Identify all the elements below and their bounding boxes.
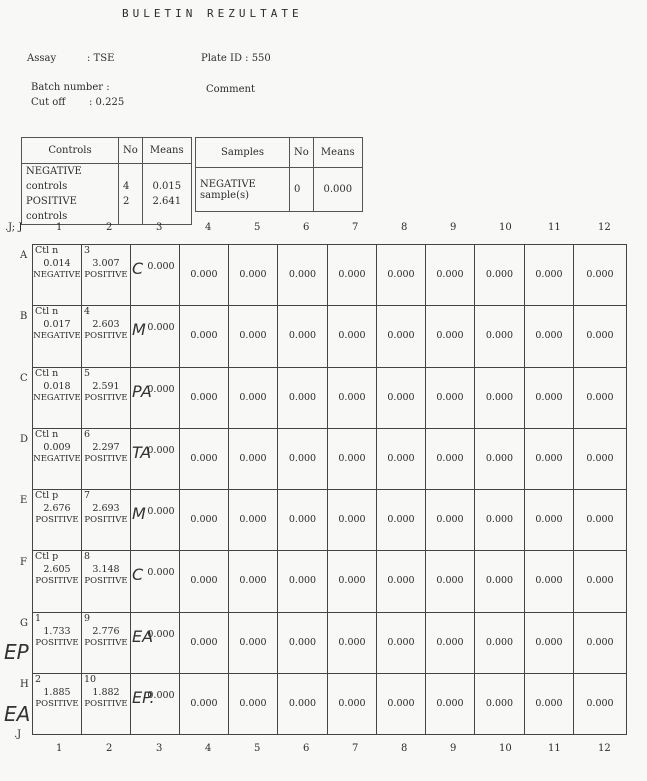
well-value: 0.000 bbox=[239, 575, 267, 587]
well-cell bbox=[33, 245, 82, 306]
well-cell bbox=[574, 673, 627, 734]
well-cell bbox=[180, 551, 229, 612]
well-cell bbox=[278, 428, 328, 489]
well-label: 1 bbox=[35, 612, 42, 624]
well-value: 0.009 bbox=[43, 441, 71, 453]
well-status: POSITIVE bbox=[84, 331, 128, 342]
margin-note-ep: EP bbox=[4, 640, 29, 664]
row-label: G bbox=[20, 618, 28, 629]
well-cell bbox=[229, 306, 278, 367]
well-value: 0.000 bbox=[485, 697, 514, 709]
well-value: 0.000 bbox=[485, 575, 514, 587]
column-number: 12 bbox=[598, 222, 611, 233]
well-cell bbox=[525, 306, 574, 367]
well-status: POSITIVE bbox=[84, 637, 128, 648]
well-cell bbox=[33, 428, 82, 489]
well-cell bbox=[278, 306, 328, 367]
well-cell bbox=[525, 551, 574, 612]
handwritten-note: EP. bbox=[132, 687, 155, 707]
well-cell bbox=[377, 612, 426, 673]
well-value: 0.000 bbox=[147, 689, 175, 701]
well-cell bbox=[82, 551, 131, 612]
well-cell bbox=[377, 551, 426, 612]
controls-names bbox=[22, 164, 119, 225]
batch-label: Batch number : bbox=[31, 82, 110, 93]
well-value: 0.000 bbox=[535, 391, 563, 403]
well-value: 0.000 bbox=[436, 452, 464, 464]
well-cell bbox=[229, 490, 278, 551]
well-value: 0.018 bbox=[43, 380, 71, 392]
well-cell bbox=[82, 306, 131, 367]
well-label: 2 bbox=[35, 673, 42, 685]
well-value: 0.000 bbox=[586, 697, 614, 709]
well-label: 10 bbox=[84, 673, 97, 685]
column-number: 3 bbox=[156, 222, 163, 233]
well-status: POSITIVE bbox=[84, 698, 128, 709]
controls-row-name: POSITIVE controls bbox=[26, 196, 77, 222]
well-cell bbox=[278, 673, 328, 734]
well-value: 0.000 bbox=[338, 269, 366, 280]
well-value: 0.000 bbox=[288, 697, 317, 709]
well-cell bbox=[426, 306, 475, 367]
well-cell bbox=[229, 245, 278, 306]
well-value: 1.733 bbox=[43, 625, 71, 637]
well-value: 0.000 bbox=[190, 452, 218, 464]
column-number: 1 bbox=[56, 743, 63, 754]
controls-row-no: 4 bbox=[123, 181, 130, 192]
controls-means-header: Means bbox=[142, 138, 191, 164]
well-status: POSITIVE bbox=[84, 392, 128, 403]
column-number: 9 bbox=[450, 743, 457, 754]
well-label: 3 bbox=[84, 245, 91, 256]
well-cell bbox=[33, 673, 82, 734]
cutoff-label: Cut off bbox=[31, 97, 66, 108]
column-number: 5 bbox=[254, 743, 261, 754]
well-label: 5 bbox=[84, 367, 91, 379]
well-cell bbox=[426, 245, 475, 306]
well-value: 0.000 bbox=[387, 697, 415, 709]
column-number: 8 bbox=[401, 222, 408, 233]
well-value: 0.000 bbox=[239, 636, 267, 648]
well-value: 0.000 bbox=[387, 452, 415, 464]
well-cell bbox=[328, 612, 377, 673]
well-value: 0.000 bbox=[147, 506, 175, 517]
well-cell bbox=[131, 551, 180, 612]
handwritten-note: TA bbox=[132, 442, 152, 462]
well-value: 0.000 bbox=[288, 452, 317, 464]
well-value: 0.000 bbox=[436, 391, 464, 403]
well-value: 0.000 bbox=[436, 330, 464, 342]
well-cell bbox=[574, 490, 627, 551]
well-cell bbox=[426, 428, 475, 489]
well-value: 0.000 bbox=[288, 575, 317, 587]
well-value: 0.000 bbox=[586, 452, 614, 464]
well-value: 0.000 bbox=[535, 636, 563, 648]
well-cell bbox=[278, 612, 328, 673]
column-number: 4 bbox=[205, 222, 212, 233]
well-value: 0.000 bbox=[535, 514, 563, 525]
well-cell bbox=[377, 673, 426, 734]
column-number: 6 bbox=[303, 743, 310, 754]
column-number: 11 bbox=[548, 743, 561, 754]
well-value: 0.000 bbox=[147, 567, 175, 579]
well-value: 0.000 bbox=[387, 269, 415, 280]
bottom-row-label: .J bbox=[14, 729, 22, 740]
well-cell bbox=[426, 490, 475, 551]
well-value: 2.591 bbox=[92, 380, 120, 392]
well-status: POSITIVE bbox=[84, 576, 128, 587]
well-cell bbox=[475, 428, 525, 489]
margin-note-ea: EA bbox=[4, 702, 31, 726]
well-label: Ctl n bbox=[35, 245, 59, 256]
well-cell bbox=[328, 367, 377, 428]
well-value: 0.000 bbox=[485, 636, 514, 648]
well-value: 0.000 bbox=[338, 391, 366, 403]
handwritten-note: M bbox=[132, 504, 146, 523]
well-value: 2.693 bbox=[92, 503, 120, 514]
well-value: 0.000 bbox=[239, 452, 267, 464]
well-value: 0.000 bbox=[288, 330, 317, 342]
well-cell bbox=[180, 490, 229, 551]
well-cell bbox=[328, 306, 377, 367]
well-cell bbox=[82, 673, 131, 734]
controls-row-mean: 0.015 bbox=[152, 181, 182, 192]
controls-row-no: 2 bbox=[123, 196, 130, 207]
column-number: 1 bbox=[56, 222, 63, 233]
well-cell bbox=[278, 367, 328, 428]
assay-label: Assay bbox=[27, 53, 57, 64]
well-label: Ctl n bbox=[35, 428, 59, 440]
well-cell bbox=[131, 245, 180, 306]
row-label: C bbox=[20, 373, 28, 384]
well-label: Ctl p bbox=[35, 490, 59, 501]
column-number: 7 bbox=[352, 743, 359, 754]
well-cell bbox=[278, 245, 328, 306]
well-cell bbox=[328, 428, 377, 489]
well-cell bbox=[131, 367, 180, 428]
well-cell bbox=[328, 673, 377, 734]
well-cell bbox=[33, 306, 82, 367]
well-label: 4 bbox=[84, 306, 91, 318]
well-value: 0.000 bbox=[586, 514, 614, 525]
well-value: 0.000 bbox=[288, 636, 317, 648]
well-label: 7 bbox=[84, 490, 91, 501]
well-cell bbox=[574, 245, 627, 306]
row-label: B bbox=[20, 311, 28, 322]
well-cell bbox=[377, 428, 426, 489]
column-number: 10 bbox=[499, 743, 512, 754]
well-value: 0.000 bbox=[147, 628, 175, 640]
well-value: 0.000 bbox=[239, 269, 267, 280]
controls-no-header: No bbox=[119, 138, 143, 164]
handwritten-note: C bbox=[132, 259, 144, 278]
well-value: 0.000 bbox=[485, 452, 514, 464]
well-cell bbox=[525, 490, 574, 551]
controls-row-mean: 2.641 bbox=[152, 196, 182, 207]
well-label: 9 bbox=[84, 612, 91, 624]
well-cell bbox=[574, 306, 627, 367]
well-label: Ctl n bbox=[35, 367, 59, 379]
well-cell bbox=[82, 367, 131, 428]
well-cell bbox=[377, 490, 426, 551]
well-value: 0.000 bbox=[436, 697, 464, 709]
well-value: 0.000 bbox=[485, 269, 514, 280]
column-number: 5 bbox=[254, 222, 261, 233]
well-value: 0.000 bbox=[239, 514, 267, 525]
well-value: 0.014 bbox=[43, 258, 71, 269]
well-cell bbox=[82, 245, 131, 306]
well-value: 0.000 bbox=[535, 697, 563, 709]
well-cell bbox=[131, 428, 180, 489]
well-cell bbox=[377, 367, 426, 428]
well-value: 0.000 bbox=[535, 575, 563, 587]
well-value: 0.000 bbox=[535, 269, 563, 280]
well-cell bbox=[229, 367, 278, 428]
well-value: 0.000 bbox=[190, 697, 218, 709]
well-value: 0.000 bbox=[436, 575, 464, 587]
well-cell bbox=[475, 673, 525, 734]
well-status: POSITIVE bbox=[84, 453, 128, 464]
well-status: NEGATIVE bbox=[33, 453, 81, 464]
well-cell bbox=[180, 428, 229, 489]
column-number: 8 bbox=[401, 743, 408, 754]
well-cell bbox=[525, 612, 574, 673]
column-number: 2 bbox=[106, 743, 113, 754]
well-cell bbox=[131, 673, 180, 734]
well-cell bbox=[426, 367, 475, 428]
controls-row-name: NEGATIVE controls bbox=[26, 166, 82, 192]
well-cell bbox=[180, 367, 229, 428]
well-value: 0.000 bbox=[436, 636, 464, 648]
well-value: 0.000 bbox=[387, 636, 415, 648]
well-label: Ctl p bbox=[35, 551, 59, 563]
well-cell bbox=[377, 306, 426, 367]
samples-no-header: No bbox=[290, 138, 314, 168]
plate-id: Plate ID : 550 bbox=[201, 53, 271, 64]
comment-label: Comment bbox=[206, 84, 256, 95]
well-cell bbox=[229, 551, 278, 612]
well-cell bbox=[475, 367, 525, 428]
handwritten-note: EA bbox=[132, 626, 154, 646]
well-cell bbox=[475, 245, 525, 306]
plate-grid bbox=[32, 244, 627, 735]
column-number: 6 bbox=[303, 222, 310, 233]
well-value: 0.000 bbox=[586, 330, 614, 342]
well-value: 0.000 bbox=[190, 391, 218, 403]
cutoff-value: : 0.225 bbox=[89, 97, 125, 108]
well-value: 0.000 bbox=[586, 391, 614, 403]
well-value: 0.000 bbox=[288, 391, 317, 403]
well-value: 0.000 bbox=[535, 330, 563, 342]
row-label: E bbox=[20, 495, 28, 506]
well-status: POSITIVE bbox=[35, 698, 79, 709]
well-value: 0.000 bbox=[190, 514, 218, 525]
row-label: A bbox=[20, 250, 28, 261]
column-number: 9 bbox=[450, 222, 457, 233]
well-value: 0.000 bbox=[586, 636, 614, 648]
well-cell bbox=[229, 673, 278, 734]
well-value: 0.000 bbox=[239, 391, 267, 403]
well-value: 0.000 bbox=[338, 636, 366, 648]
samples-row-no: 0 bbox=[290, 168, 314, 212]
well-cell bbox=[525, 245, 574, 306]
samples-means-header: Means bbox=[313, 138, 362, 168]
well-cell bbox=[229, 612, 278, 673]
well-value: 0.000 bbox=[338, 330, 366, 342]
well-status: NEGATIVE bbox=[33, 331, 81, 342]
well-cell bbox=[475, 551, 525, 612]
well-value: 0.000 bbox=[387, 330, 415, 342]
well-value: 0.000 bbox=[239, 697, 267, 709]
well-value: 0.000 bbox=[338, 514, 366, 525]
well-cell bbox=[82, 612, 131, 673]
well-status: POSITIVE bbox=[35, 576, 79, 587]
assay-value: : TSE bbox=[87, 53, 115, 64]
well-value: 0.000 bbox=[485, 514, 514, 525]
well-value: 0.000 bbox=[147, 444, 175, 456]
well-label: 8 bbox=[84, 551, 91, 563]
handwritten-note: M bbox=[132, 320, 146, 340]
controls-nos bbox=[119, 164, 143, 225]
well-cell bbox=[328, 551, 377, 612]
well-value: 0.000 bbox=[288, 514, 317, 525]
well-value: 0.000 bbox=[485, 330, 514, 342]
well-value: 0.000 bbox=[586, 575, 614, 587]
handwritten-note: PA bbox=[132, 381, 152, 401]
column-number: 7 bbox=[352, 222, 359, 233]
well-cell bbox=[426, 673, 475, 734]
column-number: 3 bbox=[156, 743, 163, 754]
well-value: 2.603 bbox=[92, 319, 120, 331]
well-cell bbox=[82, 490, 131, 551]
well-value: 0.000 bbox=[147, 261, 175, 272]
well-cell bbox=[377, 245, 426, 306]
well-value: 0.000 bbox=[147, 322, 175, 334]
column-number: 2 bbox=[106, 222, 113, 233]
well-label: Ctl n bbox=[35, 306, 59, 318]
samples-header: Samples bbox=[196, 138, 290, 168]
well-value: 0.000 bbox=[436, 269, 464, 280]
well-value: 0.000 bbox=[338, 452, 366, 464]
well-value: 0.000 bbox=[147, 383, 175, 395]
samples-row-name: NEGATIVE sample(s) bbox=[196, 168, 290, 212]
well-cell bbox=[131, 306, 180, 367]
well-value: 0.000 bbox=[288, 269, 317, 280]
well-value: 2.676 bbox=[43, 503, 71, 514]
well-value: 1.882 bbox=[92, 686, 120, 698]
well-cell bbox=[229, 428, 278, 489]
well-cell bbox=[131, 612, 180, 673]
well-value: 0.000 bbox=[387, 575, 415, 587]
well-cell bbox=[82, 428, 131, 489]
header-corner: .J; J bbox=[5, 222, 23, 233]
well-value: 0.000 bbox=[387, 514, 415, 525]
well-value: 0.017 bbox=[43, 319, 71, 331]
well-value: 0.000 bbox=[485, 391, 514, 403]
well-value: 0.000 bbox=[586, 269, 614, 280]
controls-header: Controls bbox=[22, 138, 119, 164]
handwritten-note: C bbox=[132, 565, 144, 585]
well-value: 0.000 bbox=[436, 514, 464, 525]
page-title: BULETIN REZULTATE bbox=[122, 7, 303, 20]
row-label: F bbox=[20, 557, 27, 568]
well-value: 1.885 bbox=[43, 686, 71, 698]
well-cell bbox=[33, 551, 82, 612]
well-value: 0.000 bbox=[190, 636, 218, 648]
well-cell bbox=[426, 612, 475, 673]
well-value: 2.776 bbox=[92, 625, 120, 637]
column-number: 10 bbox=[499, 222, 512, 233]
well-cell bbox=[574, 428, 627, 489]
row-label: D bbox=[20, 434, 29, 445]
well-value: 2.605 bbox=[43, 564, 71, 576]
well-status: POSITIVE bbox=[84, 270, 128, 280]
well-value: 0.000 bbox=[338, 575, 366, 587]
controls-table bbox=[21, 137, 192, 225]
well-cell bbox=[525, 367, 574, 428]
column-number: 4 bbox=[205, 743, 212, 754]
well-cell bbox=[328, 490, 377, 551]
well-status: POSITIVE bbox=[84, 515, 128, 525]
well-cell bbox=[278, 490, 328, 551]
column-number: 11 bbox=[548, 222, 561, 233]
well-cell bbox=[525, 428, 574, 489]
well-value: 0.000 bbox=[190, 269, 218, 280]
well-value: 0.000 bbox=[239, 330, 267, 342]
well-value: 0.000 bbox=[190, 575, 218, 587]
well-cell bbox=[426, 551, 475, 612]
well-cell bbox=[574, 612, 627, 673]
well-cell bbox=[33, 612, 82, 673]
well-cell bbox=[33, 367, 82, 428]
well-cell bbox=[525, 673, 574, 734]
well-status: NEGATIVE bbox=[33, 392, 81, 403]
well-status: POSITIVE bbox=[35, 515, 79, 525]
controls-means bbox=[142, 164, 191, 225]
samples-row-mean: 0.000 bbox=[313, 168, 362, 212]
well-cell bbox=[180, 245, 229, 306]
well-cell bbox=[574, 367, 627, 428]
well-cell bbox=[180, 306, 229, 367]
well-value: 0.000 bbox=[535, 452, 563, 464]
well-label: 6 bbox=[84, 428, 91, 440]
well-value: 2.297 bbox=[92, 441, 120, 453]
well-value: 0.000 bbox=[387, 391, 415, 403]
well-cell bbox=[180, 612, 229, 673]
well-cell bbox=[574, 551, 627, 612]
well-value: 3.007 bbox=[92, 258, 120, 269]
well-status: NEGATIVE bbox=[33, 270, 81, 280]
well-cell bbox=[475, 306, 525, 367]
well-cell bbox=[475, 490, 525, 551]
well-value: 3.148 bbox=[92, 564, 120, 576]
well-cell bbox=[33, 490, 82, 551]
well-cell bbox=[475, 612, 525, 673]
well-cell bbox=[278, 551, 328, 612]
well-cell bbox=[180, 673, 229, 734]
well-value: 0.000 bbox=[338, 697, 366, 709]
row-label: H bbox=[20, 679, 29, 690]
column-number: 12 bbox=[598, 743, 611, 754]
well-cell bbox=[328, 245, 377, 306]
samples-table bbox=[195, 137, 363, 212]
well-cell bbox=[131, 490, 180, 551]
well-status: POSITIVE bbox=[35, 637, 79, 648]
well-value: 0.000 bbox=[190, 330, 218, 342]
